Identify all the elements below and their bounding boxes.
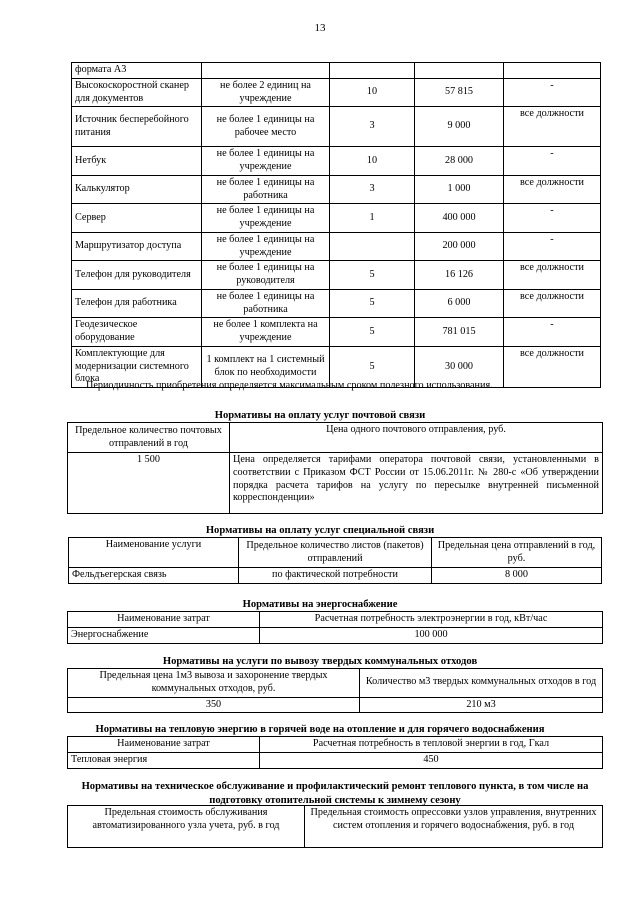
equipment-name: Высокоскоростной сканер для документов (72, 78, 202, 107)
equipment-name: Телефон для руководителя (72, 261, 202, 290)
equipment-price: 57 815 (415, 78, 504, 107)
equipment-positions: - (504, 147, 601, 176)
page-number: 13 (314, 22, 326, 34)
postal-title: Нормативы на оплату услуг почтовой связи (214, 410, 426, 421)
equipment-positions: все должности (504, 175, 601, 204)
special-price: 8 000 (432, 568, 602, 584)
heat-name: Тепловая энергия (68, 752, 260, 768)
table-row (72, 107, 601, 147)
table-row (72, 78, 601, 107)
equipment-positions: все должности (504, 346, 601, 387)
maintenance-table (67, 805, 603, 848)
table-row (72, 318, 601, 347)
equipment-qty: 10 (330, 147, 415, 176)
equipment-qty: 10 (330, 78, 415, 107)
energy-name: Энергоснабжение (68, 627, 260, 643)
equipment-price: 9 000 (415, 107, 504, 147)
special-title: Нормативы на оплату услуг специальной связи (205, 525, 435, 536)
table-row (72, 63, 601, 79)
postal-col2-header: Цена одного почтового отправления, руб. (230, 423, 603, 453)
equipment-norm: не более 1 единицы на учреждение (202, 232, 330, 261)
heat-table (67, 736, 603, 769)
energy-col2-header: Расчетная потребность электроэнергии в год, кВт/час (260, 612, 603, 628)
equipment-name: Телефон для работника (72, 289, 202, 318)
special-col3-header: Предельная цена отправлений в год, руб. (432, 538, 602, 568)
equipment-qty: 5 (330, 289, 415, 318)
table-row (72, 261, 601, 290)
postal-qty: 1 500 (68, 453, 230, 514)
equipment-price: 6 000 (415, 289, 504, 318)
equipment-qty (330, 232, 415, 261)
equipment-name: Маршрутизатор доступа (72, 232, 202, 261)
waste-price: 350 (68, 697, 360, 713)
waste-col1-header: Предельная цена 1м3 вывоза и захоронение твердых коммунальных отходов, руб. (68, 669, 360, 698)
postal-price-text: Цена определяется тарифами оператора почтовой связи, установленными в соответствии с Приказом ФСТ России от 15.06.2011г. № 280-с «Об утверждении порядка расчета тарифов на услугу по пересылке внутренней письменной корреспонденции» (230, 453, 603, 514)
equipment-price: 781 015 (415, 318, 504, 347)
equipment-name: Геодезическое оборудование (72, 318, 202, 347)
special-col1-header: Наименование услуги (69, 538, 239, 568)
equipment-norm: не более 1 единицы на рабочее место (202, 107, 330, 147)
equipment-name: Калькулятор (72, 175, 202, 204)
equipment-qty: 5 (330, 261, 415, 290)
special-amount: по фактической потребности (239, 568, 432, 584)
energy-value: 100 000 (260, 627, 603, 643)
equipment-positions: - (504, 204, 601, 233)
energy-table (67, 611, 603, 644)
equipment-name: Сервер (72, 204, 202, 233)
heat-col2-header: Расчетная потребность в тепловой энергии в год, Гкал (260, 737, 603, 753)
equipment-qty: 5 (330, 346, 415, 387)
energy-title: Нормативы на энергоснабжение (242, 599, 398, 610)
postal-col1-header: Предельное количество почтовых отправлений в год (68, 423, 230, 453)
equipment-price: 30 000 (415, 346, 504, 387)
equipment-positions: - (504, 232, 601, 261)
equipment-name: Нетбук (72, 147, 202, 176)
equipment-price (415, 63, 504, 79)
waste-volume: 210 м3 (360, 697, 603, 713)
special-table (68, 537, 602, 584)
equipment-price: 200 000 (415, 232, 504, 261)
maintenance-title: Нормативы на техническое обслуживание и профилактический ремонт теплового пункта, в том числе на подготовку отопительной системы к зимнему сезону (81, 781, 589, 806)
equipment-norm: не более 1 единицы на работника (202, 175, 330, 204)
periodicity-note: Периодичность приобретения определяется максимальным сроком полезного использования. (86, 380, 493, 391)
equipment-norm: не более 1 единицы на учреждение (202, 147, 330, 176)
equipment-norm: не более 1 единицы на работника (202, 289, 330, 318)
equipment-qty (330, 63, 415, 79)
special-service-name: Фельдъегерская связь (69, 568, 239, 584)
equipment-positions: все должности (504, 261, 601, 290)
equipment-norm: 1 комплект на 1 системный блок по необходимости (202, 346, 330, 387)
postal-table (67, 422, 603, 514)
waste-col2-header: Количество м3 твердых коммунальных отходов в год (360, 669, 603, 698)
maintenance-col1-header: Предельная стоимость обслуживания автоматизированного узла учета, руб. в год (68, 806, 305, 848)
equipment-positions: - (504, 78, 601, 107)
table-row (72, 147, 601, 176)
table-row (72, 175, 601, 204)
equipment-positions: все должности (504, 107, 601, 147)
equipment-price: 16 126 (415, 261, 504, 290)
equipment-name: формата А3 (72, 63, 202, 79)
equipment-norm: не более 1 единицы на учреждение (202, 204, 330, 233)
table-row (72, 232, 601, 261)
equipment-price: 28 000 (415, 147, 504, 176)
waste-table (67, 668, 603, 713)
equipment-qty: 3 (330, 107, 415, 147)
equipment-norm: не более 2 единиц на учреждение (202, 78, 330, 107)
equipment-price: 1 000 (415, 175, 504, 204)
table-row (72, 204, 601, 233)
heat-title: Нормативы на тепловую энергию в горячей воде на отопление и для горячего водоснабжения (95, 724, 545, 735)
table-row (72, 289, 601, 318)
equipment-table (71, 62, 601, 388)
heat-value: 450 (260, 752, 603, 768)
energy-col1-header: Наименование затрат (68, 612, 260, 628)
equipment-name: Источник бесперебойного питания (72, 107, 202, 147)
equipment-name: Комплектующие для модернизации системного блока (72, 346, 202, 387)
equipment-norm: не более 1 комплекта на учреждение (202, 318, 330, 347)
equipment-norm: не более 1 единицы на руководителя (202, 261, 330, 290)
equipment-positions (504, 63, 601, 79)
equipment-positions: - (504, 318, 601, 347)
equipment-qty: 5 (330, 318, 415, 347)
waste-title: Нормативы на услуги по вывозу твердых коммунальных отходов (162, 656, 478, 667)
equipment-positions: все должности (504, 289, 601, 318)
heat-col1-header: Наименование затрат (68, 737, 260, 753)
equipment-qty: 3 (330, 175, 415, 204)
equipment-qty: 1 (330, 204, 415, 233)
special-col2-header: Предельное количество листов (пакетов) отправлений (239, 538, 432, 568)
maintenance-col2-header: Предельная стоимость опрессовки узлов управления, внутренних систем отопления и горячего водоснабжения, руб. в год (305, 806, 603, 848)
equipment-norm (202, 63, 330, 79)
equipment-price: 400 000 (415, 204, 504, 233)
